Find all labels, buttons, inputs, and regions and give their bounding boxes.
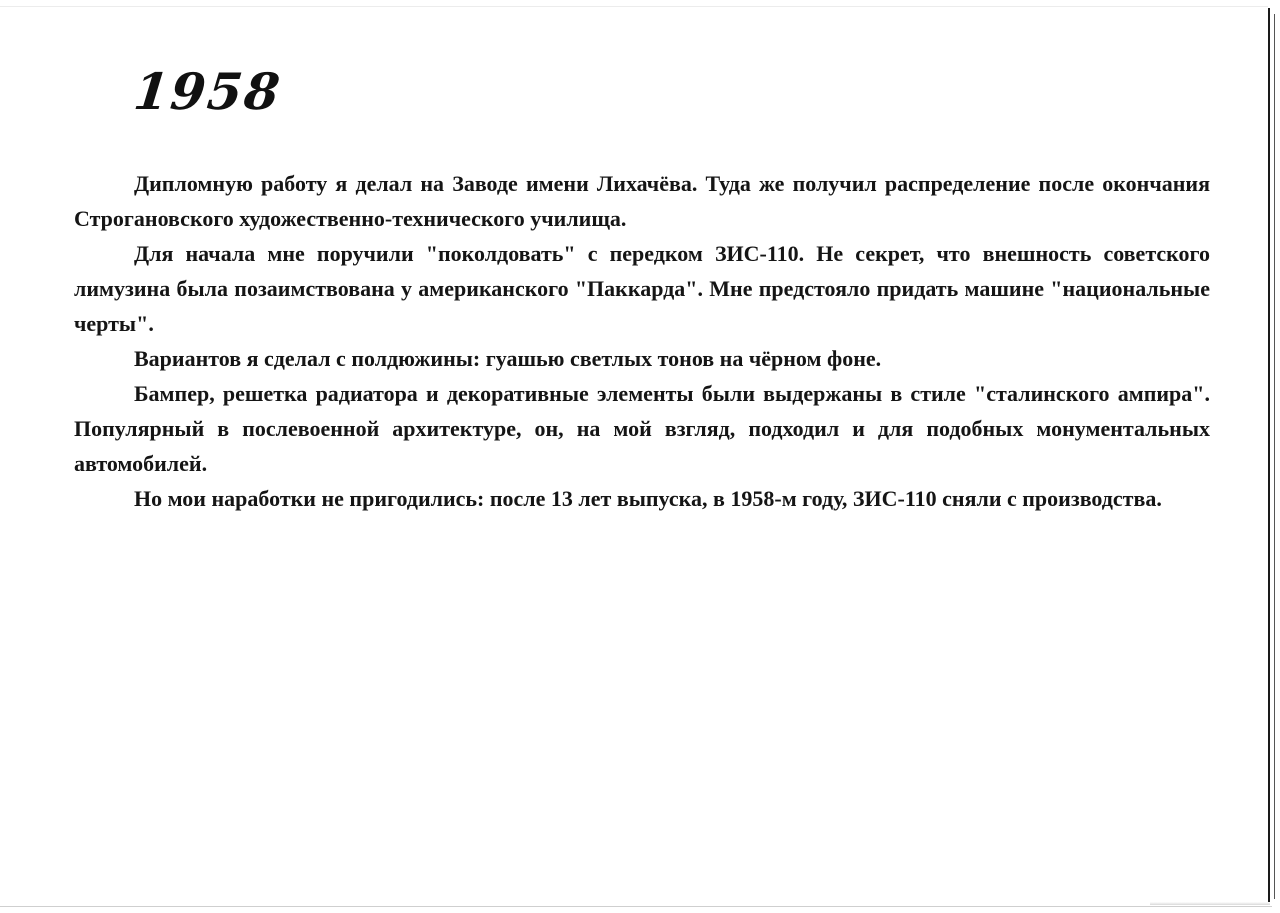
page-bottom-edge [0,906,1272,907]
paragraph: Но мои наработки не пригодились: после 13 лет выпуска, в 1958-м году, ЗИС-110 сняли с производства. [134,486,1162,511]
handwritten-year: 1958 [130,62,285,121]
page-top-edge [0,6,1268,7]
paragraph: Дипломную работу я делал на Заводе имени Лихачёва. Туда же получил распределение после окончания Строгановского художественно-технического училища. [74,171,1210,231]
page-right-edge [1268,8,1270,905]
paragraph: Для начала мне поручили "поколдовать" с передком ЗИС-110. Не секрет, что внешность советского лимузина была позаимствована у американского "Паккарда". Мне предстояло придать машине "национальные черты". [74,241,1210,336]
document-body [74,166,1210,516]
page-bottom-corner-shadow [1150,902,1270,905]
page-right-edge-shadow [1274,14,1275,899]
paragraph: Бампер, решетка радиатора и декоративные элементы были выдержаны в стиле "сталинского ампира". Популярный в послевоенной архитектуре, он, на мой взгляд, подходил и для подобных монументальных автомобилей. [74,381,1210,476]
paragraph: Вариантов я сделал с полдюжины: гуашью светлых тонов на чёрном фоне. [134,346,882,371]
